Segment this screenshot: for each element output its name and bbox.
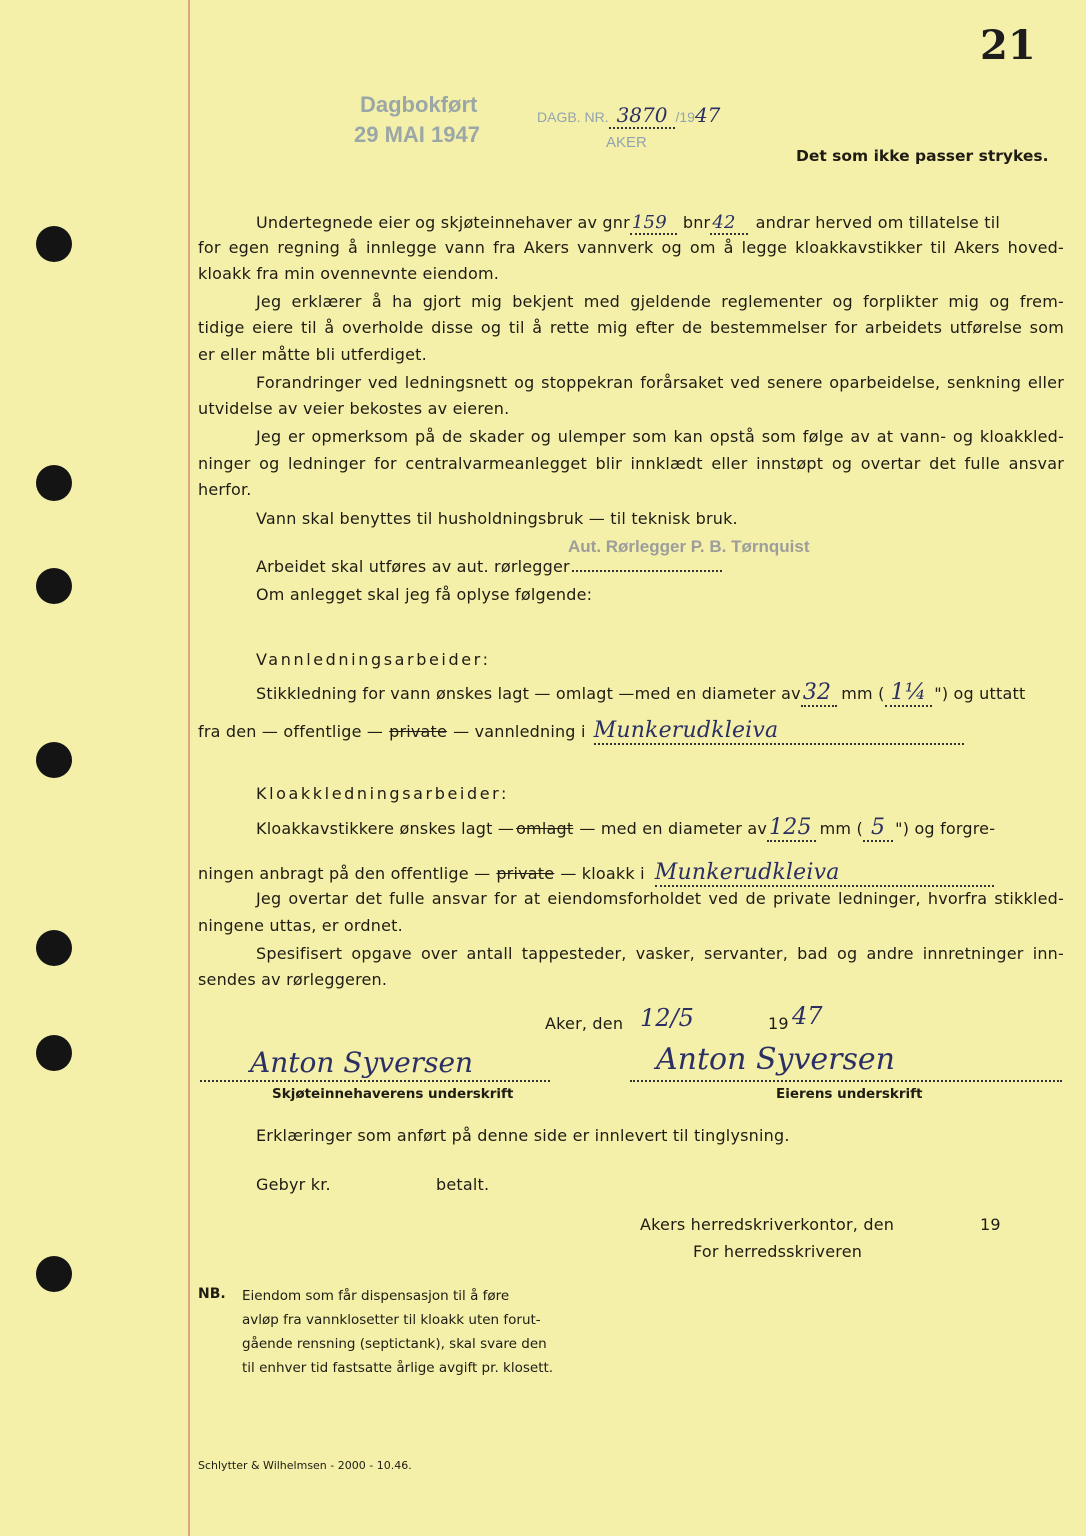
para3-line2: utvidelse av veier bekostes av eieren. xyxy=(198,399,510,418)
date-century: 19 xyxy=(768,1014,789,1033)
page-number: 21 xyxy=(980,22,1036,69)
dagb-nr-stamp: DAGB. NR. 3870 /1947 xyxy=(537,103,721,127)
registration-line: Erklæringer som anført på denne side er innlevert til tinglysning. xyxy=(256,1126,790,1145)
dagb-year-value: 47 xyxy=(694,103,721,127)
fee-label: Gebyr kr. xyxy=(256,1175,331,1194)
dagb-place-stamp: AKER xyxy=(606,134,647,151)
fee-paid: betalt. xyxy=(436,1175,490,1194)
punch-hole xyxy=(36,465,72,501)
inform-line: Om anlegget skal jeg få oplyse følgende: xyxy=(256,585,593,604)
punch-hole xyxy=(36,1035,72,1071)
work-line: Arbeidet skal utføres av aut. rørlegger xyxy=(256,557,722,576)
struck-omlagt: omlagt xyxy=(516,819,574,838)
printer-footer: Schlytter & Wilhelmsen - 2000 - 10.46. xyxy=(198,1459,412,1472)
sewer-main-name: Munkerudkleiva xyxy=(655,860,994,887)
para6-line2: sendes av rørleggeren. xyxy=(198,970,388,989)
para2-line3: er eller måtte bli utferdiget. xyxy=(198,345,427,364)
date-place: Aker, den xyxy=(545,1014,624,1033)
para4-line2: ninger og ledninger for centralvarmeanlegget blir innklædt eller innstøpt og overtar det fulle ansvar xyxy=(198,454,1064,473)
water-diameter-in: 1¼ xyxy=(885,680,933,707)
para5-line1: Jeg overtar det fulle ansvar for at eiendomsforholdet ved de private ledninger, hvorfra stikkled- xyxy=(256,889,1064,908)
sewer-heading: Kloakkledningsarbeider: xyxy=(256,784,510,803)
office-line2: For herredsskriveren xyxy=(693,1242,863,1261)
office-line1: Akers herredskriverkontor, den xyxy=(640,1215,895,1234)
left-signature-label: Skjøteinnehaverens underskrift xyxy=(272,1086,514,1102)
plumber-field xyxy=(572,570,722,572)
water-line1: Stikkledning for vann ønskes lagt — omlagt —med en diameter av 32 mm ( 1¼ ") og uttatt xyxy=(256,680,1026,705)
para2-line2: tidige eiere til å overholde disse og til å rette mig efter de bestemmelser for arbeidets utførelse som xyxy=(198,318,1064,337)
bnr-value: 42 xyxy=(710,212,747,235)
office-year-prefix: 19 xyxy=(980,1215,1001,1234)
usage-line: Vann skal benyttes til husholdningsbruk — til teknisk bruk. xyxy=(256,509,738,528)
sewer-line2: ningen anbragt på den offentlige — private — kloakk i Munkerudkleiva xyxy=(198,860,994,887)
punch-hole xyxy=(36,742,72,778)
punch-hole xyxy=(36,1256,72,1292)
left-signature: Anton Syversen xyxy=(250,1046,474,1079)
para1-line2: for egen regning å innlegge vann fra Akers vannverk og om å legge kloakkavstikker til Akers hoved- xyxy=(198,238,1064,257)
para4-line3: herfor. xyxy=(198,480,252,499)
water-line2: fra den — offentlige — private — vannledning i Munkerudkleiva xyxy=(198,718,964,745)
water-diameter-mm: 32 xyxy=(801,680,837,707)
punch-hole xyxy=(36,568,72,604)
dagbokfort-date: 29 MAI 1947 xyxy=(354,122,480,147)
para3-line1: Forandringer ved ledningsnett og stoppekran forårsaket ved senere oparbeidelse, senkning eller xyxy=(256,373,1064,392)
dagbokfort-stamp: Dagbokført xyxy=(360,92,478,117)
margin-rule xyxy=(188,0,190,1536)
punch-hole xyxy=(36,930,72,966)
sewer-diameter-mm: 125 xyxy=(767,815,816,842)
water-heading: Vannledningsarbeider: xyxy=(256,650,491,669)
sewer-line1: Kloakkavstikkere ønskes lagt — omlagt — med en diameter av 125 mm ( 5 ") og forgre- xyxy=(256,815,996,840)
plumber-stamp: Aut. Rørlegger P. B. Tørnquist xyxy=(568,537,810,556)
struck-private-2: private xyxy=(496,864,555,883)
para2-line1: Jeg erklærer å ha gjort mig bekjent med gjeldende reglementer og forplikter mig og frem- xyxy=(256,292,1064,311)
para6-line1: Spesifisert opgave over antall tappesteder, vasker, servanter, bad og andre innretninger inn- xyxy=(256,944,1064,963)
gnr-value: 159 xyxy=(630,212,677,235)
header-note: Det som ikke passer strykes. xyxy=(796,147,1049,165)
struck-private: private xyxy=(389,722,448,741)
dagb-nr-value: 3870 xyxy=(609,103,676,129)
date-year: 47 xyxy=(792,1002,823,1030)
para5-line2: ningene uttas, er ordnet. xyxy=(198,916,403,935)
nb-note: Eiendom som får dispensasjon til å føre avløp fra vannklosetter til kloakk uten forut- gående rensning (septictank), skal svare den til enhver tid fastsatte årlige avgift pr. klosett. xyxy=(242,1288,554,1376)
left-signature-line xyxy=(200,1080,550,1082)
right-signature-line xyxy=(630,1080,1062,1082)
sewer-diameter-in: 5 xyxy=(863,815,893,842)
para4-line1: Jeg er opmerksom på de skader og ulemper som kan opstå som følge av at vann- og kloakkled- xyxy=(256,427,1064,446)
punch-hole xyxy=(36,226,72,262)
para1-line3: kloakk fra min ovennevnte eiendom. xyxy=(198,264,500,283)
right-signature: Anton Syversen xyxy=(656,1042,895,1077)
nb-label: NB. xyxy=(198,1286,226,1302)
date-day-month: 12/5 xyxy=(640,1004,694,1032)
right-signature-label: Eierens underskrift xyxy=(776,1086,923,1102)
water-main-name: Munkerudkleiva xyxy=(594,718,964,745)
para1-line1: Undertegnede eier og skjøteinnehaver av gnr 159 bnr 42 andrar herved om tillatelse til xyxy=(256,212,1000,233)
